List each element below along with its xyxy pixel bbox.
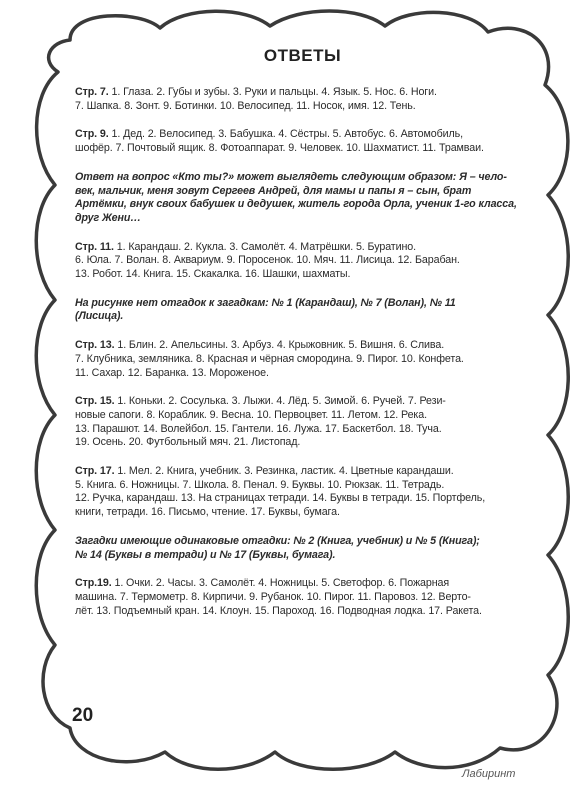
answer-page-17	[75, 465, 530, 520]
page-number: 20	[72, 705, 94, 726]
answer-lead: Стр. 13.	[75, 339, 115, 352]
answer-text: 1. Дед. 2. Велосипед. 3. Бабушка. 4. Сёстры. 5. Автобус. 6. Автомобиль, шофёр. 7. Почтовый ящик. 8. Фотоаппарат. 9. Человек. 10. Шахматист. 11. Трамваи.	[75, 128, 484, 155]
watermark-logo: Лабиринт	[462, 768, 516, 780]
answer-text: 1. Мел. 2. Книга, учебник. 3. Резинка, ластик. 4. Цветные карандаши. 5. Книга. 6. Ножницы. 7. Школа. 8. Пенал. 9. Буквы. 10. Рюкзак. 11. Тетрадь. 12. Ручка, карандаш. 13. На страницах тетради. 14. Буквы в тетради. 15. Портфель, книги, тетради. 16. Письмо, чтение. 17. Буквы, бумага.	[75, 465, 486, 519]
answer-page-13	[75, 339, 530, 380]
answer-lead: Стр.19.	[75, 577, 112, 590]
page-title: ОТВЕТЫ	[263, 46, 342, 65]
answer-text: 1. Блин. 2. Апельсины. 3. Арбуз. 4. Крыжовник. 5. Вишня. 6. Слива. 7. Клубника, земляника. 8. Красная и чёрная смородина. 9. Пирог. 10. Конфета. 11. Сахар. 12. Баранка. 13. Мороженое.	[75, 339, 464, 379]
answer-page-19	[75, 577, 530, 618]
answer-page-11	[75, 241, 530, 282]
answer-lead: Стр. 17.	[75, 465, 115, 478]
answer-lead: Стр. 7.	[75, 86, 109, 98]
answer-page-15	[75, 395, 530, 450]
answer-text: 1. Карандаш. 2. Кукла. 3. Самолёт. 4. Матрёшки. 5. Буратино. 6. Юла. 7. Волан. 8. Аквариум. 9. Поросенок. 10. Мяч. 11. Лисица. 12. Барабан. 13. Робот. 14. Книга. 15. Скакалка. 16. Шашки, шахматы.	[75, 240, 460, 281]
answer-page-7	[75, 86, 530, 113]
answer-lead: Стр. 15.	[75, 395, 115, 408]
answer-text: 1. Глаза. 2. Губы и зубы. 3. Руки и пальцы. 4. Язык. 5. Нос. 6. Ноги. 7. Шапка. 8. Зонт. 9. Ботинки. 10. Велосипед. 11. Носок, имя. 12. Тень.	[75, 86, 437, 112]
note-who-are-you: Ответ на вопрос «Кто ты?» может выглядеть следующим образом: Я – чело- век, мальчик, меня зовут Сергеев Андрей, для мамы и папы я – сын, брат Артёмки, внук своих бабушек и дедушек, житель города Орла, ученик 1-го класса, друг Жени…	[75, 170, 517, 224]
note-same-answers: Загадки имеющие одинаковые отгадки: № 2 (Книга, учебник) и № 5 (Книга); № 14 (Буквы в тетради) и № 17 (Буквы, бумага).	[75, 534, 480, 561]
note-missing-answers: На рисунке нет отгадок к загадкам: № 1 (Карандаш), № 7 (Волан), № 11 (Лисица).	[75, 296, 456, 323]
answer-text: 1. Коньки. 2. Сосулька. 3. Лыжи. 4. Лёд. 5. Зимой. 6. Ручей. 7. Рези- новые сапоги. 8. Кораблик. 9. Весна. 10. Первоцвет. 11. Летом. 12. Река. 13. Парашют. 14. Волейбол. 15. Гантели. 16. Лужа. 17. Баскетбол. 18. Туча. 19. Осень. 20. Футбольный мяч. 21. Листопад.	[75, 395, 446, 449]
answer-text: 1. Очки. 2. Часы. 3. Самолёт. 4. Ножницы. 5. Светофор. 6. Пожарная машина. 7. Термометр. 8. Кирпичи. 9. Рубанок. 10. Пирог. 11. Паровоз. 12. Верто- лёт. 13. Подъемный кран. 14. Клоун. 15. Пароход. 16. Подводная лодка. 17. Ракета.	[75, 577, 482, 617]
answer-page-9	[75, 128, 530, 155]
answers-content	[75, 46, 530, 633]
answer-lead: Стр. 11.	[75, 240, 114, 253]
answer-lead: Стр. 9.	[75, 128, 109, 141]
